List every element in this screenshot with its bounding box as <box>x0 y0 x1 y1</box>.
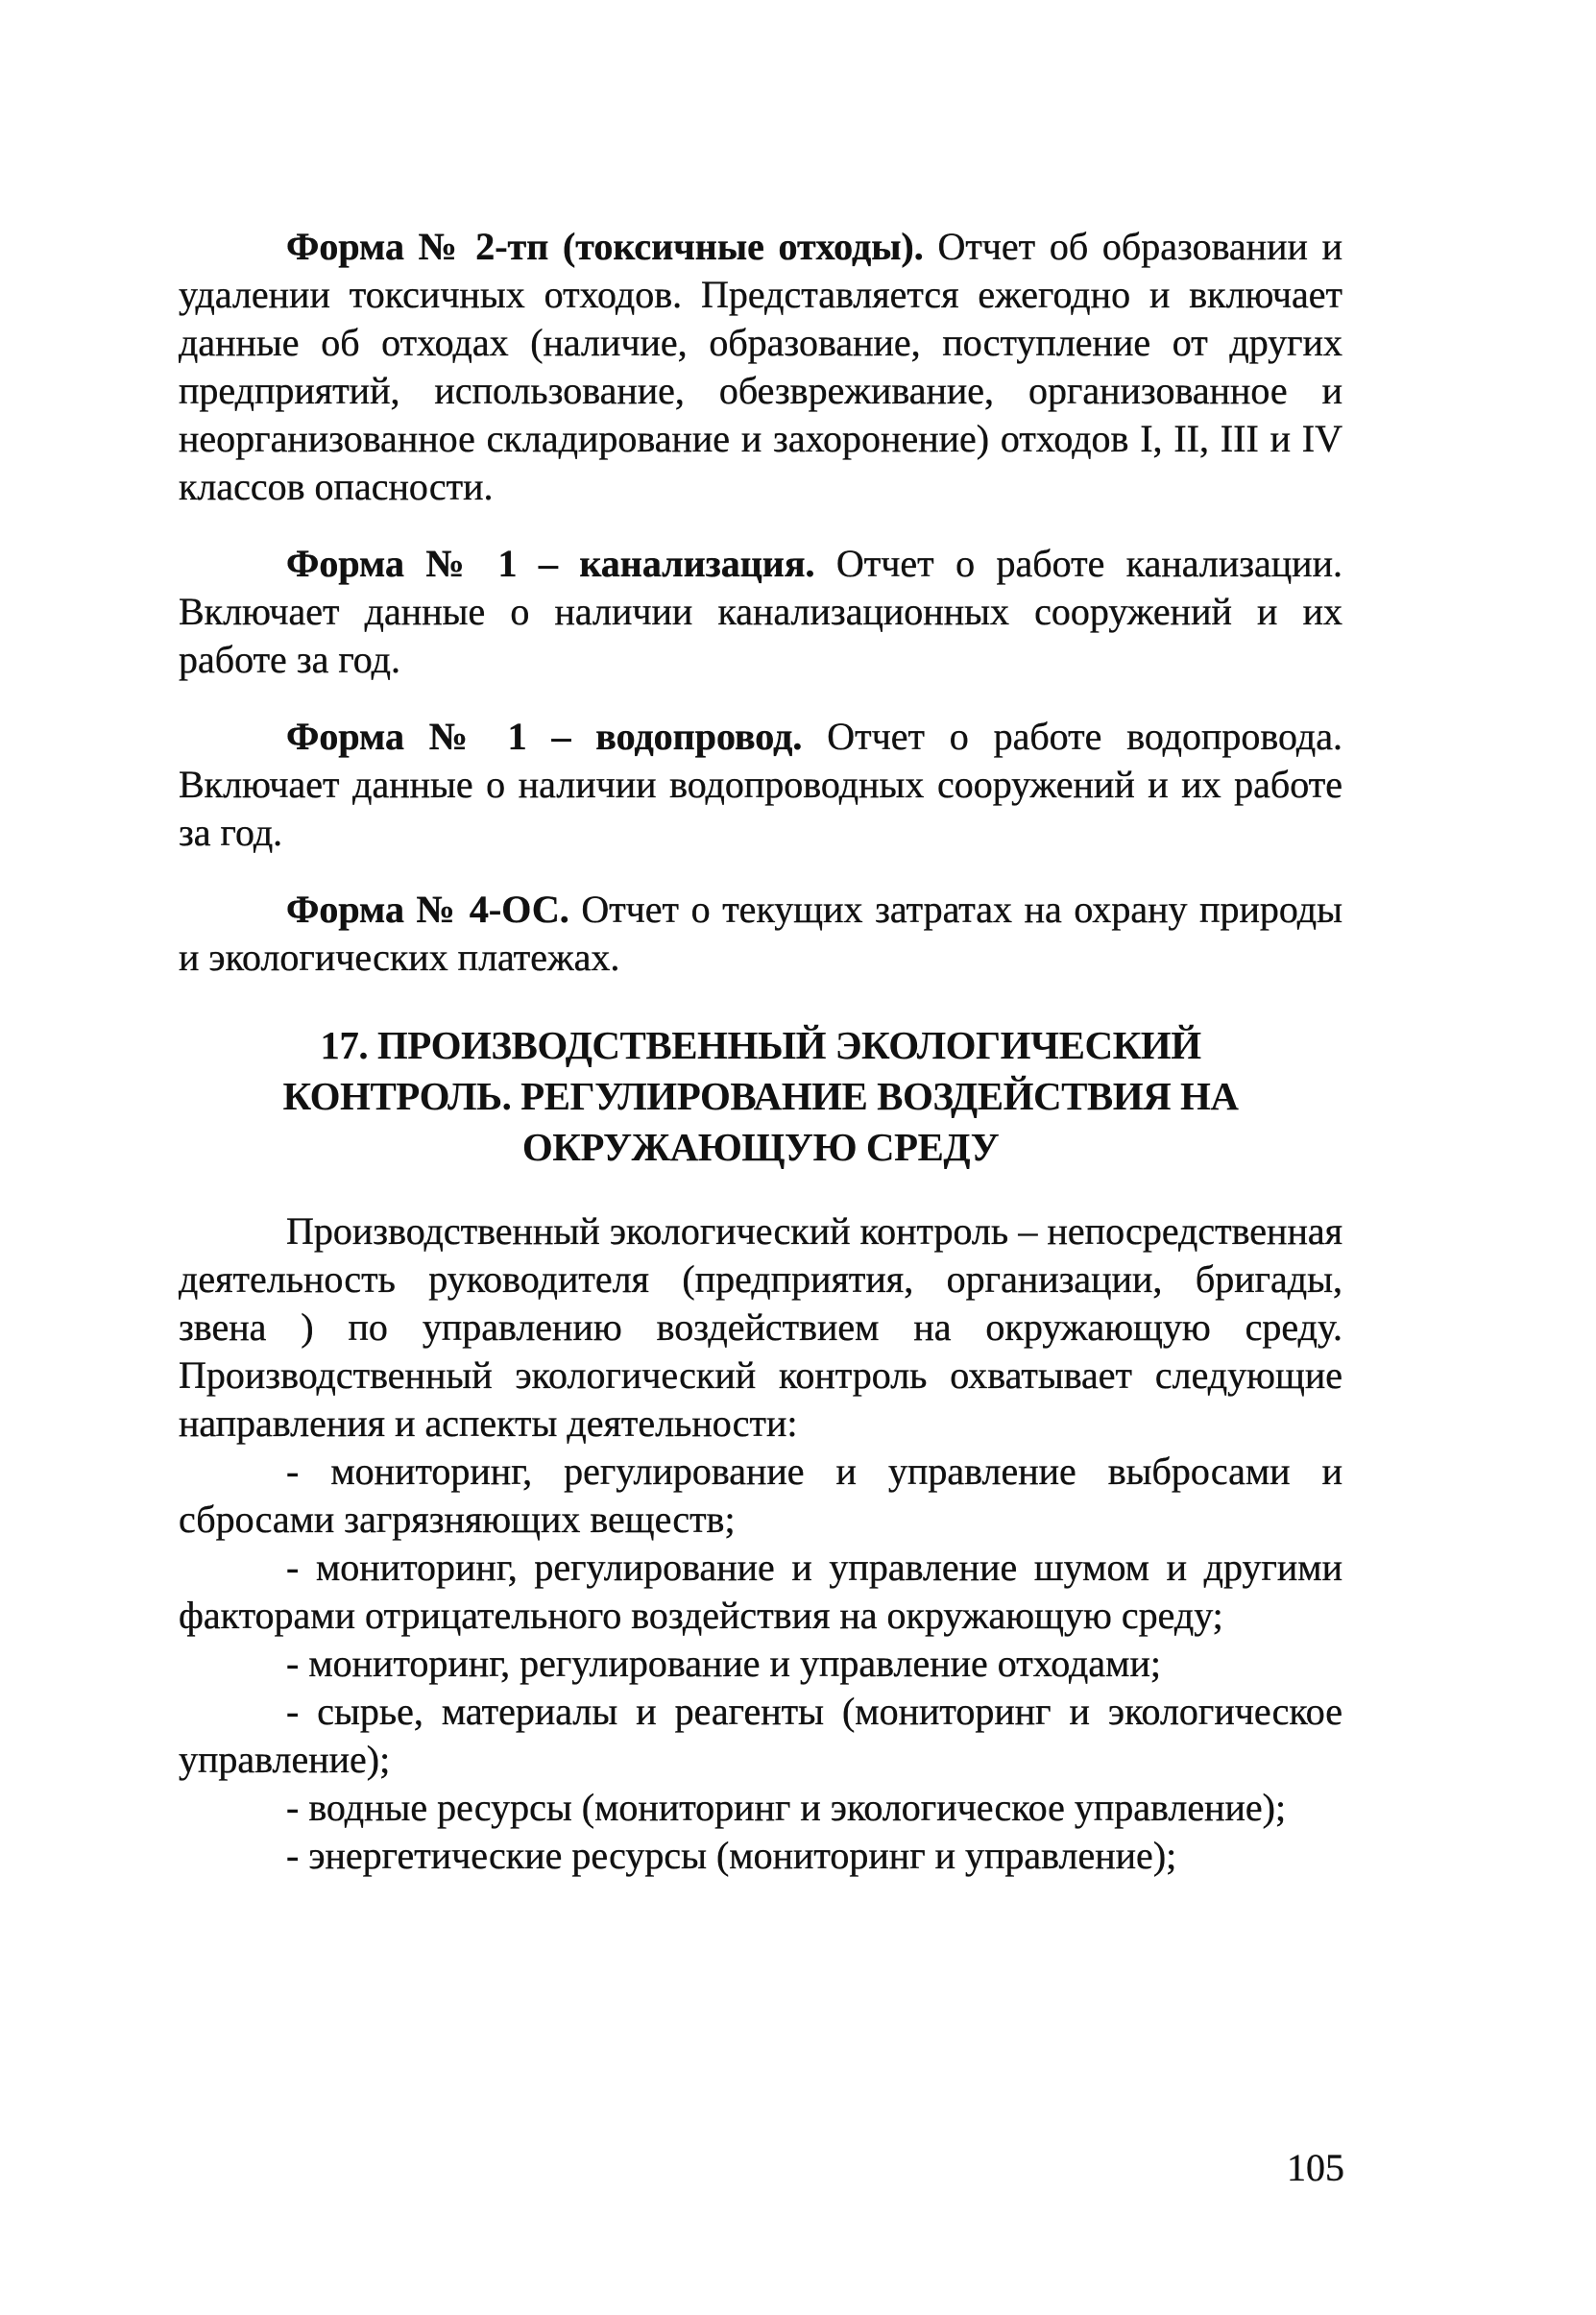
list-item: - водные ресурсы (мониторинг и экологическое управление); <box>286 1786 1287 1829</box>
paragraph-form-4os <box>179 886 1342 982</box>
form-2tp-title: Форма № 2-тп (токсичные отходы). <box>286 225 924 268</box>
form-1-sewerage-text: Отчет о работе канализации. Включает данные о наличии канализационных сооружений и их работе за год. <box>179 542 1342 681</box>
heading-line-1: 17. ПРОИЗВОДСТВЕННЫЙ ЭКОЛОГИЧЕСКИЙ <box>320 1023 1201 1067</box>
list-item: - мониторинг, регулирование и управление выбросами и сбросами загрязняющих веществ; <box>179 1450 1342 1541</box>
page-number: 105 <box>1287 2146 1344 2189</box>
list-item: - мониторинг, регулирование и управление шумом и другими факторами отрицательного воздействия на окружающую среду; <box>179 1546 1342 1637</box>
form-2tp-text: Отчет об образовании и удалении токсичных отходов. Представляется ежегодно и включает данные об отходах (наличие, образование, поступление от других предприятий, использование, обезвреживание, организованное и неорганизованное складирование и захоронение) отходов I, II, III и IV классов опасности. <box>179 225 1342 508</box>
paragraph-form-1-sewerage <box>179 540 1342 684</box>
paragraph-form-2tp <box>179 223 1342 511</box>
form-1-water-title: Форма № 1 – водопровод. <box>286 715 803 758</box>
intro-paragraph: Производственный экологический контроль – непосредственная деятельность руководителя (предприятия, организации, бригады, звена ) по управлению воздействием на окружающую среду. Производственный экологический контроль охватывает следующие направления и аспекты деятельности: <box>179 1209 1342 1445</box>
form-1-water-text: Отчет о работе водопровода. Включает данные о наличии водопроводных сооружений и их работе за год. <box>179 715 1342 854</box>
section-heading <box>179 1020 1342 1173</box>
heading-line-2: КОНТРОЛЬ. РЕГУЛИРОВАНИЕ ВОЗДЕЙСТВИЯ НА <box>282 1074 1239 1118</box>
form-4os-title: Форма № 4-ОС. <box>286 888 569 931</box>
paragraph-form-1-water <box>179 713 1342 857</box>
list-item: - мониторинг, регулирование и управление отходами; <box>286 1642 1161 1685</box>
list-item: - энергетические ресурсы (мониторинг и управление); <box>286 1834 1177 1877</box>
form-4os-text: Отчет о текущих затратах на охрану природы и экологических платежах. <box>179 888 1342 979</box>
form-1-sewerage-title: Форма № 1 – канализация. <box>286 542 815 585</box>
list-item: - сырье, материалы и реагенты (мониторинг и экологическое управление); <box>179 1690 1342 1781</box>
page-body <box>179 223 1342 1880</box>
heading-line-3: ОКРУЖАЮЩУЮ СРЕДУ <box>521 1125 1000 1169</box>
